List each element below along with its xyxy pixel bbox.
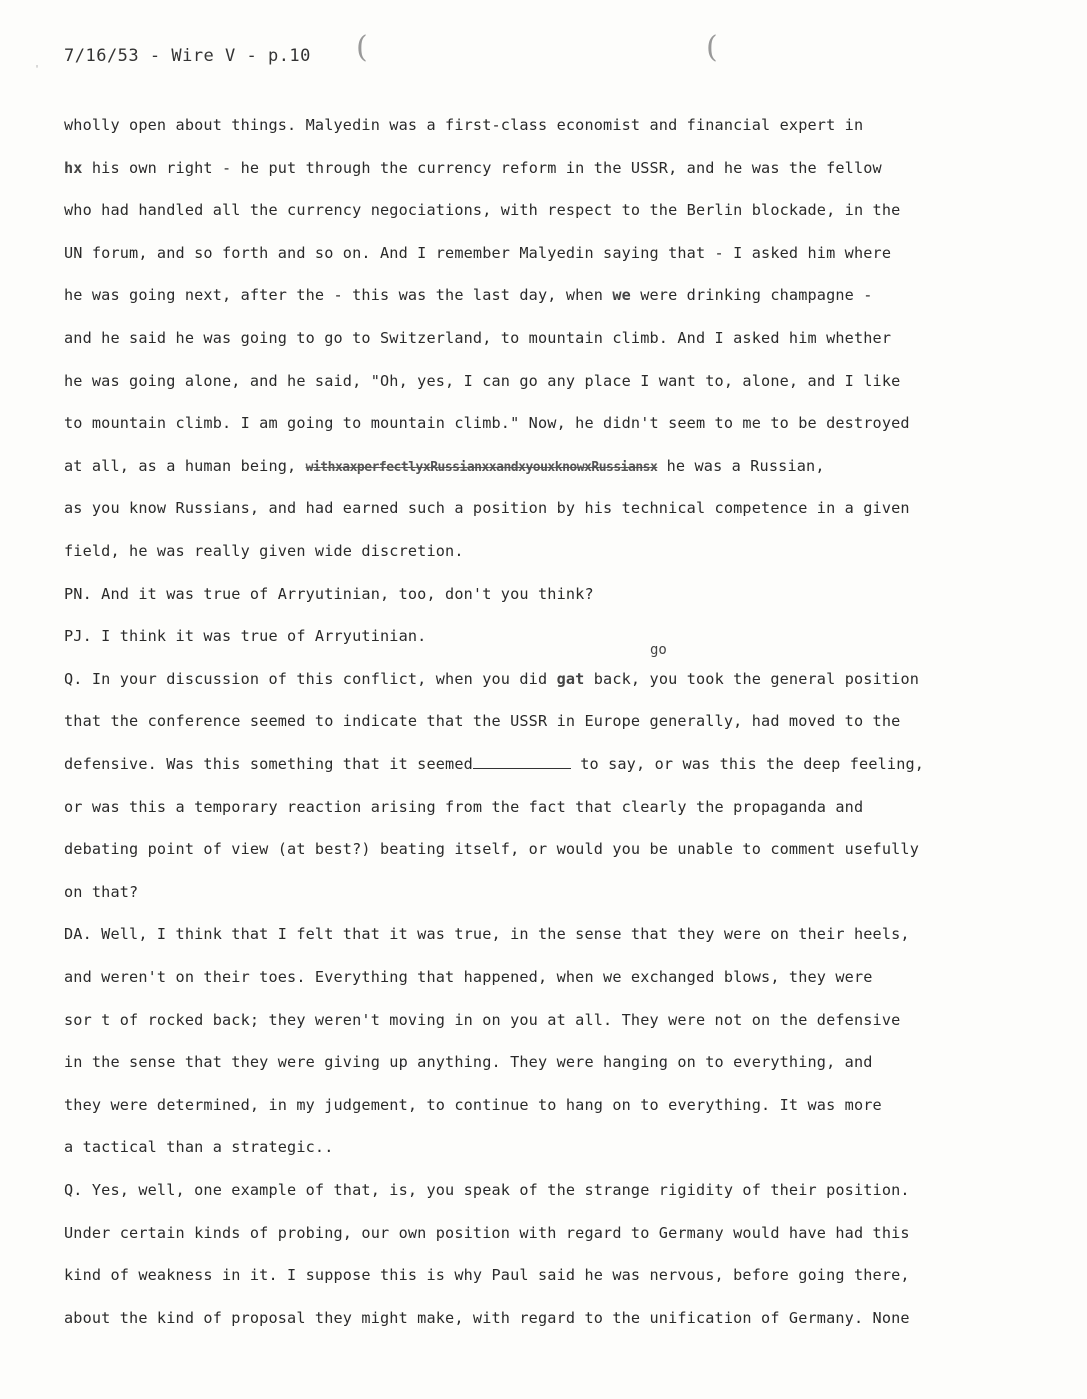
transcript-line <box>64 1218 910 1248</box>
line-text: who had handled all the currency negociations, with respect to the Berlin blockade, in the <box>64 201 901 220</box>
line-text: Under certain kinds of probing, our own position with regard to Germany would have had this <box>64 1223 910 1242</box>
line-text: PJ. I think it was true of Arryutinian. <box>64 627 427 646</box>
transcript-line <box>64 1090 882 1120</box>
line-text: he was a Russian, <box>657 456 825 475</box>
line-text: at all, as a human being, <box>64 456 306 475</box>
overtyped-text: we <box>612 286 631 305</box>
transcript-line <box>64 238 891 268</box>
transcript-line <box>64 110 863 140</box>
transcript-line <box>64 195 900 225</box>
line-text: Q. In your discussion of this conflict, when you did <box>64 669 557 688</box>
line-text: a tactical than a strategic.. <box>64 1138 334 1157</box>
transcript-line <box>64 621 426 651</box>
transcript-line <box>64 1132 334 1162</box>
line-text: to say, or was this the deep feeling, <box>570 755 925 773</box>
transcript-line <box>64 323 891 353</box>
transcript-line <box>64 1260 910 1290</box>
line-text: about the kind of proposal they might make, with regard to the unification of Germany. None <box>64 1308 910 1327</box>
transcript-line <box>64 280 873 310</box>
line-text: were drinking champagne - <box>630 286 873 305</box>
line-text: UN forum, and so forth and so on. And I remember Malyedin saying that - I asked him where <box>64 243 892 262</box>
line-text: they were determined, in my judgement, to continue to hang on to everything. It was more <box>64 1095 882 1114</box>
transcript-line <box>64 493 910 523</box>
transcript-line <box>64 451 825 481</box>
transcript-line <box>64 792 863 822</box>
line-text: in the sense that they were giving up anything. They were hanging on to everything, and <box>64 1053 873 1072</box>
line-text: wholly open about things. Malyedin was a first-class economist and financial expert in <box>64 116 864 134</box>
overtyped-text: hx <box>64 158 83 177</box>
line-text: and he said he was going to go to Switzerland, to mountain climb. And I asked him whether <box>64 329 892 347</box>
stray-parenthesis-mark: ( <box>706 30 718 65</box>
transcript-line <box>64 1303 910 1333</box>
line-text: PN. And it was true of Arryutinian, too, don't you think? <box>64 584 594 603</box>
line-text: field, he was really given wide discretion. <box>64 542 464 560</box>
line-text: DA. Well, I think that I felt that it was true, in the sense that they were on their heels, <box>64 925 910 944</box>
line-text: to mountain climb. I am going to mountain climb." Now, he didn't seem to me to be destroyed <box>64 414 910 433</box>
blank-underline <box>473 756 571 769</box>
transcript-line <box>64 877 138 907</box>
transcript-line <box>64 919 910 949</box>
line-text: back, you took the general position <box>584 669 920 688</box>
line-text: kind of weakness in it. I suppose this is why Paul said he was nervous, before going there, <box>64 1266 910 1285</box>
line-text: Q. Yes, well, one example of that, is, you speak of the strange rigidity of their position. <box>64 1181 910 1199</box>
line-text: defensive. Was this something that it seemed <box>64 755 473 773</box>
transcript-line <box>64 664 919 694</box>
transcript-line <box>64 579 594 609</box>
transcript-line <box>64 706 900 736</box>
overtyped-text: gat <box>556 669 585 688</box>
line-text: his own right - he put through the currency reform in the USSR, and he was the fellow <box>82 158 882 177</box>
line-text: as you know Russians, and had earned such a position by his technical competence in a given <box>64 499 910 518</box>
line-text: he was going alone, and he said, "Oh, yes, I can go any place I want to, alone, and I like <box>64 371 901 390</box>
line-text: debating point of view (at best?) beating itself, or would you be unable to comment usefully <box>64 840 920 859</box>
stray-parenthesis-mark: ( <box>356 30 368 65</box>
transcript-line <box>64 1047 873 1077</box>
transcript-line <box>64 536 464 566</box>
interlinear-insertion: go <box>650 641 667 658</box>
page-header: 7/16/53 - Wire V - p.10 <box>64 46 311 66</box>
line-text: he was going next, after the - this was the last day, when <box>64 286 613 305</box>
transcript-line <box>64 749 924 779</box>
transcript-line <box>64 1175 910 1205</box>
transcript-line <box>64 1005 900 1035</box>
transcript-line <box>64 153 882 183</box>
struck-out-text: withxaxperfectlyxRussianxxandxyouxknowxRussiansx <box>305 459 658 475</box>
transcript-line <box>64 408 910 438</box>
transcript-line <box>64 366 900 396</box>
line-text: and weren't on their toes. Everything that happened, when we exchanged blows, they were <box>64 968 873 986</box>
margin-mark: ' <box>34 64 41 75</box>
transcript-line <box>64 834 919 864</box>
transcript-line <box>64 962 873 992</box>
line-text: on that? <box>64 882 139 901</box>
line-text: sor t of rocked back; they weren't moving in on you at all. They were not on the defensive <box>64 1010 901 1029</box>
line-text: that the conference seemed to indicate that the USSR in Europe generally, had moved to the <box>64 712 901 731</box>
line-text: or was this a temporary reaction arising from the fact that clearly the propaganda and <box>64 797 864 816</box>
